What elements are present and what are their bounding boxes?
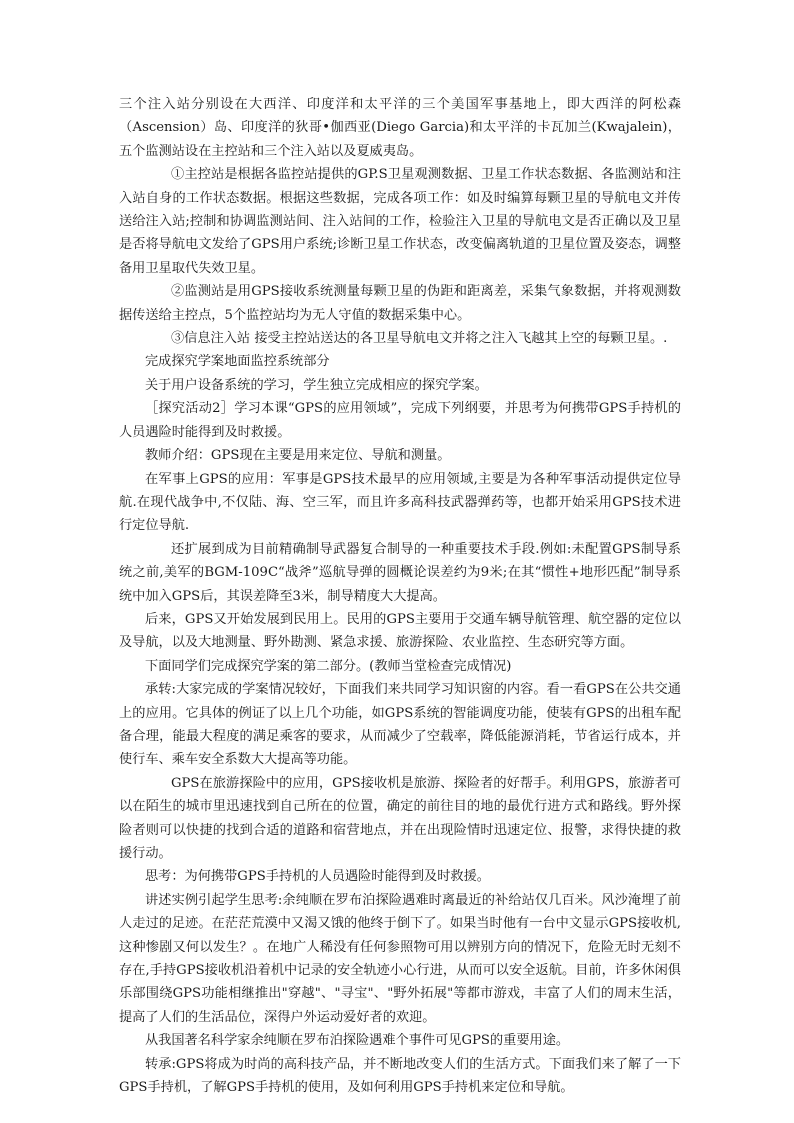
paragraph-teacher-intro: 教师介绍：GPS现在主要是用来定位、导航和测量。 [145, 448, 451, 464]
paragraph-activity-2: ［探究活动2］学习本课“GPS的应用领域”，完成下列纲要，并思考为何携带GPS手持机的人员遇险时能得到及时救援。 [119, 401, 681, 440]
paragraph-precision-guidance: 还扩展到成为目前精确制导武器复合制导的一种重要技术手段.例如:未配置GPS制导系统之前,美军的BGM-109C“战斧”巡航导弹的圆概论误差约为9米;在其“惯性+地形匹配”制导系统中加入GPS后，其误差降至3米，制导精度大大提高。 [119, 541, 681, 604]
paragraph-tourism: GPS在旅游探险中的应用，GPS接收机是旅游、探险者的好帮手。利用GPS，旅游者可以在陌生的城市里迅速找到自己所在的位置，确定的前往目的地的最优行进方式和路线。野外探险者则可以快捷的找到合适的道路和宿营地点，并在出现险情时迅速定位、报警，求得快捷的救援行动。 [119, 775, 681, 861]
paragraph-military-use: 在军事上GPS的应用：军事是GPS技术最早的应用领域,主要是为各种军事活动提供定位导航.在现代战争中,不仅陆、海、空三军，而且许多高科技武器弹药等，也都开始采用GPS技术进行定位导航. [119, 471, 681, 534]
paragraph-think-question: 思考：为何携带GPS手持机的人员遇险时能得到及时救援。 [145, 869, 490, 885]
paragraph-second-part: 下面同学们完成探究学案的第二部分。(教师当堂检查完成情况) [145, 658, 512, 674]
paragraph-master-control: ①主控站是根据各监控站提供的GP.S卫星观测数据、卫星工作状态数据、各监测站和注入站自身的工作状态数据。根据这些数据，完成各项工作：如及时编算每颗卫星的导航电文并传送给注入站;控制和协调监测站间、注入站间的工作，检验注入卫星的导航电文是否正确以及卫星是否将导航电文发给了GPS用户系统;诊断卫星工作状态，改变偏离轨道的卫星位置及姿态，调整备用卫星取代失效卫星。 [119, 167, 681, 276]
paragraph-ground-control-task: 完成探究学案地面监控系统部分 [145, 354, 330, 370]
paragraph-importance: 从我国著名科学家余纯顺在罗布泊探险遇难个事件可见GPS的重要用途。 [145, 1033, 570, 1049]
paragraph-public-transport: 承转:大家完成的学案情况较好，下面我们来共同学习知识窗的内容。看一看GPS在公共交通上的应用。它具体的例证了以上几个功能，如GPS系统的智能调度功能，使装有GPS的出租车配备合理，能最大程度的满足乘客的要求，从而减少了空载率，降低能源消耗，节省运行成本，并使行车、乘车安全系数大大提高等功能。 [119, 682, 681, 768]
paragraph-example-story: 讲述实例引起学生思考:余纯顺在罗布泊探险遇难时离最近的补给站仅几百米。风沙淹埋了前人走过的足迹。在茫茫荒漠中又渴又饿的他终于倒下了。如果当时他有一台中文显示GPS接收机,这种惨剧又何以发生？。在地广人稀没有任何参照物可用以辨别方向的情况下，危险无时无刻不存在,手持GPS接收机沿着机中记录的安全轨迹小心行进，从而可以安全返航。目前，许多休闲俱乐部围绕GPS功能相继推出"穿越"、"寻宝"、"野外拓展"等都市游戏，丰富了人们的周末生活，提高了人们的生活品位，深得户外运动爱好者的欢迎。 [119, 892, 681, 1025]
paragraph-civil-use: 后来，GPS又开始发展到民用上。民用的GPS主要用于交通车辆导航管理、航空器的定位以及导航，以及大地测量、野外勘测、紧急求援、旅游探险、农业监控、生态研究等方面。 [119, 611, 681, 651]
paragraph-injection-stations: 三个注入站分别设在大西洋、印度洋和太平洋的三个美国军事基地上，即大西洋的阿松森（Ascension）岛、印度洋的狄哥•伽西亚(Diego Garcia)和太平洋的卡瓦加兰(Kwajalein)，五个监测站设在主控站和三个注入站以及夏威夷岛。 [119, 97, 681, 159]
paragraph-monitor-station: ②监测站是用GPS接收系统测量每颗卫星的伪距和距离差，采集气象数据，并将观测数据传送给主控点，5个监控站均为无人守值的数据采集中心。 [119, 284, 681, 323]
paragraph-user-equipment: 关于用户设备系统的学习，学生独立完成相应的探究学案。 [145, 377, 488, 393]
paragraph-info-injection: ③信息注入站 接受主控站送达的各卫星导航电文并将之注入飞越其上空的每颗卫星。. [171, 331, 668, 347]
document-body [119, 93, 681, 1099]
paragraph-transition: 转承:GPS将成为时尚的高科技产品，并不断地改变人们的生活方式。下面我们来了解了一下GPS手持机，了解GPS手持机的使用，及如何利用GPS手持机来定位和导航。 [119, 1056, 681, 1096]
